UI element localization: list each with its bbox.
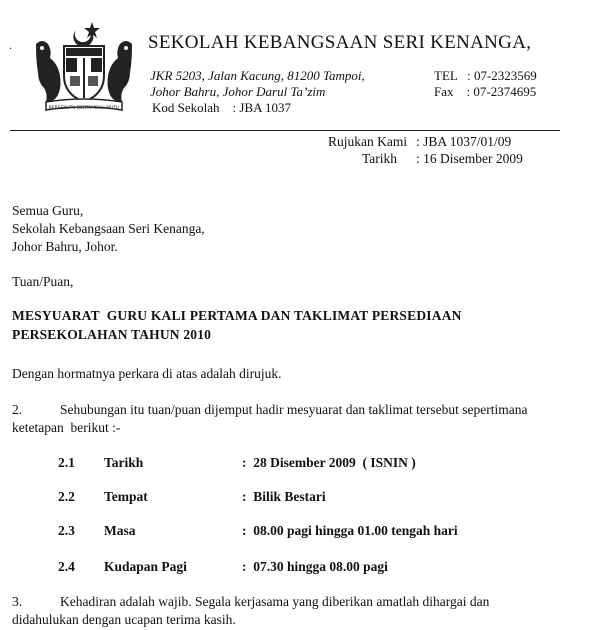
our-ref-value: : JBA 1037/01/09 <box>416 134 512 149</box>
salutation: Tuan/Puan, <box>12 274 74 289</box>
detail-num: 2.2 <box>58 489 75 504</box>
detail-label: Masa <box>104 523 136 538</box>
para2-number: 2. <box>12 402 23 417</box>
para3-line-1: Kehadiran adalah wajib. Segala kerjasama yang diberikan amatlah dihargai dan <box>60 594 490 609</box>
school-name: SEKOLAH KEBANGSAAN SERI KENANGA, <box>148 32 532 53</box>
detail-value: : 07.30 hingga 08.00 pagi <box>242 559 388 574</box>
recipient-line-3: Johor Bahru, Johor. <box>12 239 118 254</box>
crest-motto: BERSEKUTU BERTAMBAH MUTU <box>48 106 120 111</box>
date-label: Tarikh <box>362 151 398 166</box>
detail-value: : 08.00 pagi hingga 01.00 tengah hari <box>242 523 458 538</box>
para2-line-2: ketetapan berikut :- <box>12 420 121 435</box>
telephone: TEL : 07-2323569 <box>434 68 537 83</box>
date-value: : 16 Disember 2009 <box>416 151 523 166</box>
recipient-line-2: Sekolah Kebangsaan Seri Kenanga, <box>12 221 205 236</box>
para3-number: 3. <box>12 594 23 609</box>
recipient-line-1: Semua Guru, <box>12 203 84 218</box>
detail-num: 2.1 <box>58 455 75 470</box>
detail-value: : 28 Disember 2009 ( ISNIN ) <box>242 455 416 470</box>
subject-line-2: PERSEKOLAHAN TAHUN 2010 <box>12 327 212 342</box>
para2-line-1: Sehubungan itu tuan/puan dijemput hadir mesyuarat dan taklimat tersebut sepertimana <box>60 402 528 417</box>
opening-paragraph: Dengan hormatnya perkara di atas adalah dirujuk. <box>12 366 282 381</box>
detail-label: Kudapan Pagi <box>104 559 187 574</box>
fax: Fax : 07-2374695 <box>434 84 537 99</box>
detail-label: Tarikh <box>104 455 144 470</box>
detail-num: 2.3 <box>58 523 75 538</box>
address-line-2: Johor Bahru, Johor Darul Ta’zim <box>150 84 326 99</box>
subject-line-1: MESYUARAT GURU KALI PERTAMA DAN TAKLIMAT PERSEDIAAN <box>12 308 462 323</box>
detail-label: Tempat <box>104 489 148 504</box>
para3-line-2: didahulukan dengan ucapan terima kasih. <box>12 612 236 627</box>
letterhead-divider <box>10 130 560 131</box>
school-code: Kod Sekolah : JBA 1037 <box>152 100 292 115</box>
address-line-1: JKR 5203, Jalan Kacung, 81200 Tampoi, <box>150 68 365 83</box>
dot-mark: . <box>9 38 12 52</box>
detail-value: : Bilik Bestari <box>242 489 326 504</box>
detail-num: 2.4 <box>58 559 75 574</box>
coat-of-arms-icon <box>30 18 138 116</box>
our-ref-label: Rujukan Kami <box>328 134 408 149</box>
